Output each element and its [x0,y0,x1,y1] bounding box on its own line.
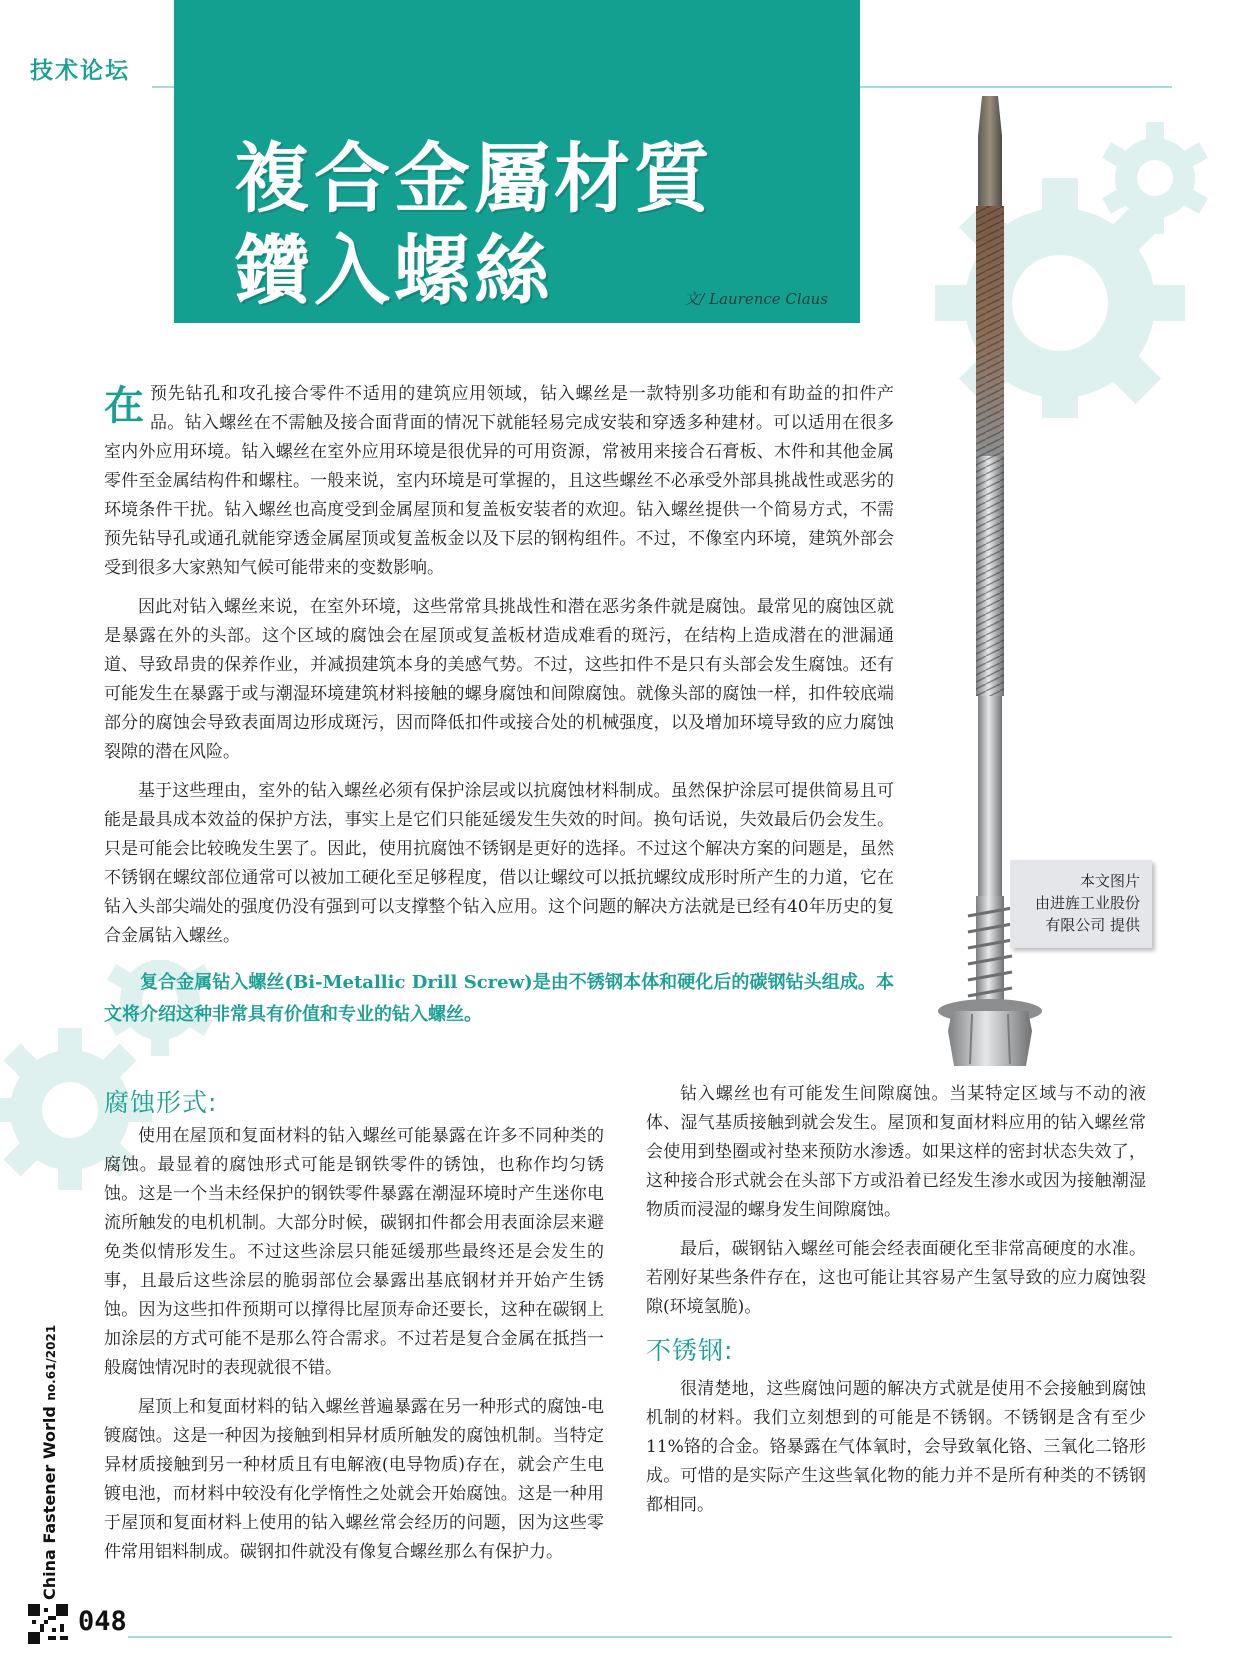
left-column [104,1122,604,1577]
photo-credit-line: 由进旌工业股份 [1034,894,1140,912]
bottom-divider [128,1636,1172,1638]
intro-paragraph: 基于这些理由，室外的钻入螺丝必须有保护涂层或以抗腐蚀材料制成。虽然保护涂层可提供简易且可能是最具成本效益的保护方法，事实上是它们只能延缓发生失效的时间。换句话说，失效最后仍会发生。只是可能会比较晚发生罢了。因此，使用抗腐蚀不锈钢是更好的选择。不过这个解决方案的问题是，虽然不锈钢在螺纹部位通常可以被加工硬化至足够程度，借以让螺纹可以抵抗螺纹成形时所产生的力道，它在钻入头部尖端处的强度仍没有强到可以支撑整个钻入应用。这个问题的解决方法就是已经有40年历史的复合金属钻入螺丝。 [104,781,894,946]
article-title-line-1: 複合金屬材質 [234,134,714,223]
author-byline: 文/ Laurence Claus [684,290,828,308]
intro-paragraph: 因此对钻入螺丝来说，在室外环境，这些常常具挑战性和潜在恶劣条件就是腐蚀。最常见的腐蚀区就是暴露在外的头部。这个区域的腐蚀会在屋顶或复盖板材造成难看的斑污，在结构上造成潜在的泄漏通道、导致昂贵的保养作业，并减损建筑本身的美感气势。不过，这些扣件不是只有头部会发生腐蚀。还有可能发生在暴露于或与潮湿环境建筑材料接触的螺身腐蚀和间隙腐蚀。就像头部的腐蚀一样，扣件较底端部分的腐蚀会导致表面周边形成斑污，因而降低扣件或接合处的机械强度，以及增加环境导致的应力腐蚀裂隙的潜在风险。 [104,597,894,762]
highlight-summary: 复合金属钻入螺丝(Bi-Metallic Drill Screw)是由不锈钢本体和硬化后的碳钢钻头组成。本文将介绍这种非常具有价值和专业的钻入螺丝。 [104,972,894,1025]
photo-credit-line: 有限公司 提供 [1045,916,1140,934]
photo-credit-box [1010,860,1152,948]
page-number: 048 [78,1606,127,1637]
section-heading-corrosion: 腐蚀形式: [104,1088,218,1117]
section-tag: 技术论坛 [30,58,130,84]
body-paragraph: 很清楚地，这些腐蚀问题的解决方式就是使用不会接触到腐蚀机制的材料。我们立刻想到的可能是不锈钢。不锈钢是含有至少11%铬的合金。铬暴露在气体氧时，会导致氧化铬、三氧化二铬形成。可惜的是实际产生这些氧化物的能力并不是所有种类的不锈钢都相同。 [646,1379,1146,1515]
title-banner [174,0,860,323]
photo-credit-line: 本文图片 [1079,872,1140,890]
body-paragraph: 屋顶上和复面材料的钻入螺丝普遍暴露在另一种形式的腐蚀-电镀腐蚀。这是一种因为接触到相异材质所触发的腐蚀机制。当特定异材质接触到另一种材质且有电解液(电导物质)存在，就会产生电镀电池，而材料中较没有化学惰性之处就会开始腐蚀。这是一种用于屋顶和复面材料上使用的钻入螺丝常会经历的问题，因为这些零件常用铝料制成。碳钢扣件就没有像复合螺丝那么有保护力。 [104,1397,604,1562]
magazine-issue-label [40,1325,59,1600]
body-paragraph: 钻入螺丝也有可能发生间隙腐蚀。当某特定区域与不动的液体、湿气基质接触到就会发生。屋顶和复面材料应用的钻入螺丝常会使用到垫圈或衬垫来预防水渗透。如果这样的密封状态失效了，这种接合形式就会在头部下方或沿着已经发生渗水或因为接触潮湿物质而浸湿的螺身发生间隙腐蚀。 [646,1084,1146,1220]
intro-text [104,380,894,961]
right-column [646,1080,1146,1530]
qr-code-icon [28,1604,68,1644]
intro-paragraph: 在预先钻孔和攻孔接合零件不适用的建筑应用领域，钻入螺丝是一款特别多功能和有助益的扣件产品。钻入螺丝在不需触及接合面背面的情况下就能轻易完成安装和穿透多种建材。可以适用在很多室内外应用环境。钻入螺丝在室外应用环境是很优异的可用资源，常被用来接合石膏板、木件和其他金属零件至金属结构件和螺柱。一般来说，室内环境是可掌握的，且这些螺丝不必承受外部具挑战性或恶劣的环境条件干扰。钻入螺丝也高度受到金属屋顶和复盖板安装者的欢迎。钻入螺丝提供一个简易方式，不需预先钻导孔或通孔就能穿透金属屋顶或复盖板金以及下层的钢构组件。不过，不像室内环境，建筑外部会受到很多大家熟知气候可能带来的变数影响。 [104,382,894,578]
section-heading-stainless: 不锈钢: [646,1336,734,1365]
drill-screw-photo [930,96,1060,1106]
body-paragraph: 最后，碳钢钻入螺丝可能会经表面硬化至非常高硬度的水准。若刚好某些条件存在，这也可能让其容易产生氢导致的应力腐蚀裂隙(环境氢脆)。 [646,1239,1146,1317]
magazine-name: China Fastener World [40,1406,59,1600]
drop-cap: 在 [104,382,144,429]
article-title-line-2: 鑽入螺絲 [234,226,554,315]
body-paragraph: 使用在屋顶和复面材料的钻入螺丝可能暴露在许多不同种类的腐蚀。最显着的腐蚀形式可能是钢铁零件的锈蚀，也称作均匀锈蚀。这是一个当未经保护的钢铁零件暴露在潮湿环境时产生迷你电流所触发的电机机制。大部分时候，碳钢扣件都会用表面涂层来避免类似情形发生。不过这些涂层只能延缓那些最终还是会发生的事，且最后这些涂层的脆弱部位会暴露出基底钢材并开始产生锈蚀。因为这些扣件预期可以撑得比屋顶寿命还要长，这种在碳钢上加涂层的方式可能不是那么符合需求。不过若是复合金属在抵挡一般腐蚀情况时的表现就很不错。 [104,1126,604,1378]
issue-number: no.61/2021 [44,1324,58,1401]
